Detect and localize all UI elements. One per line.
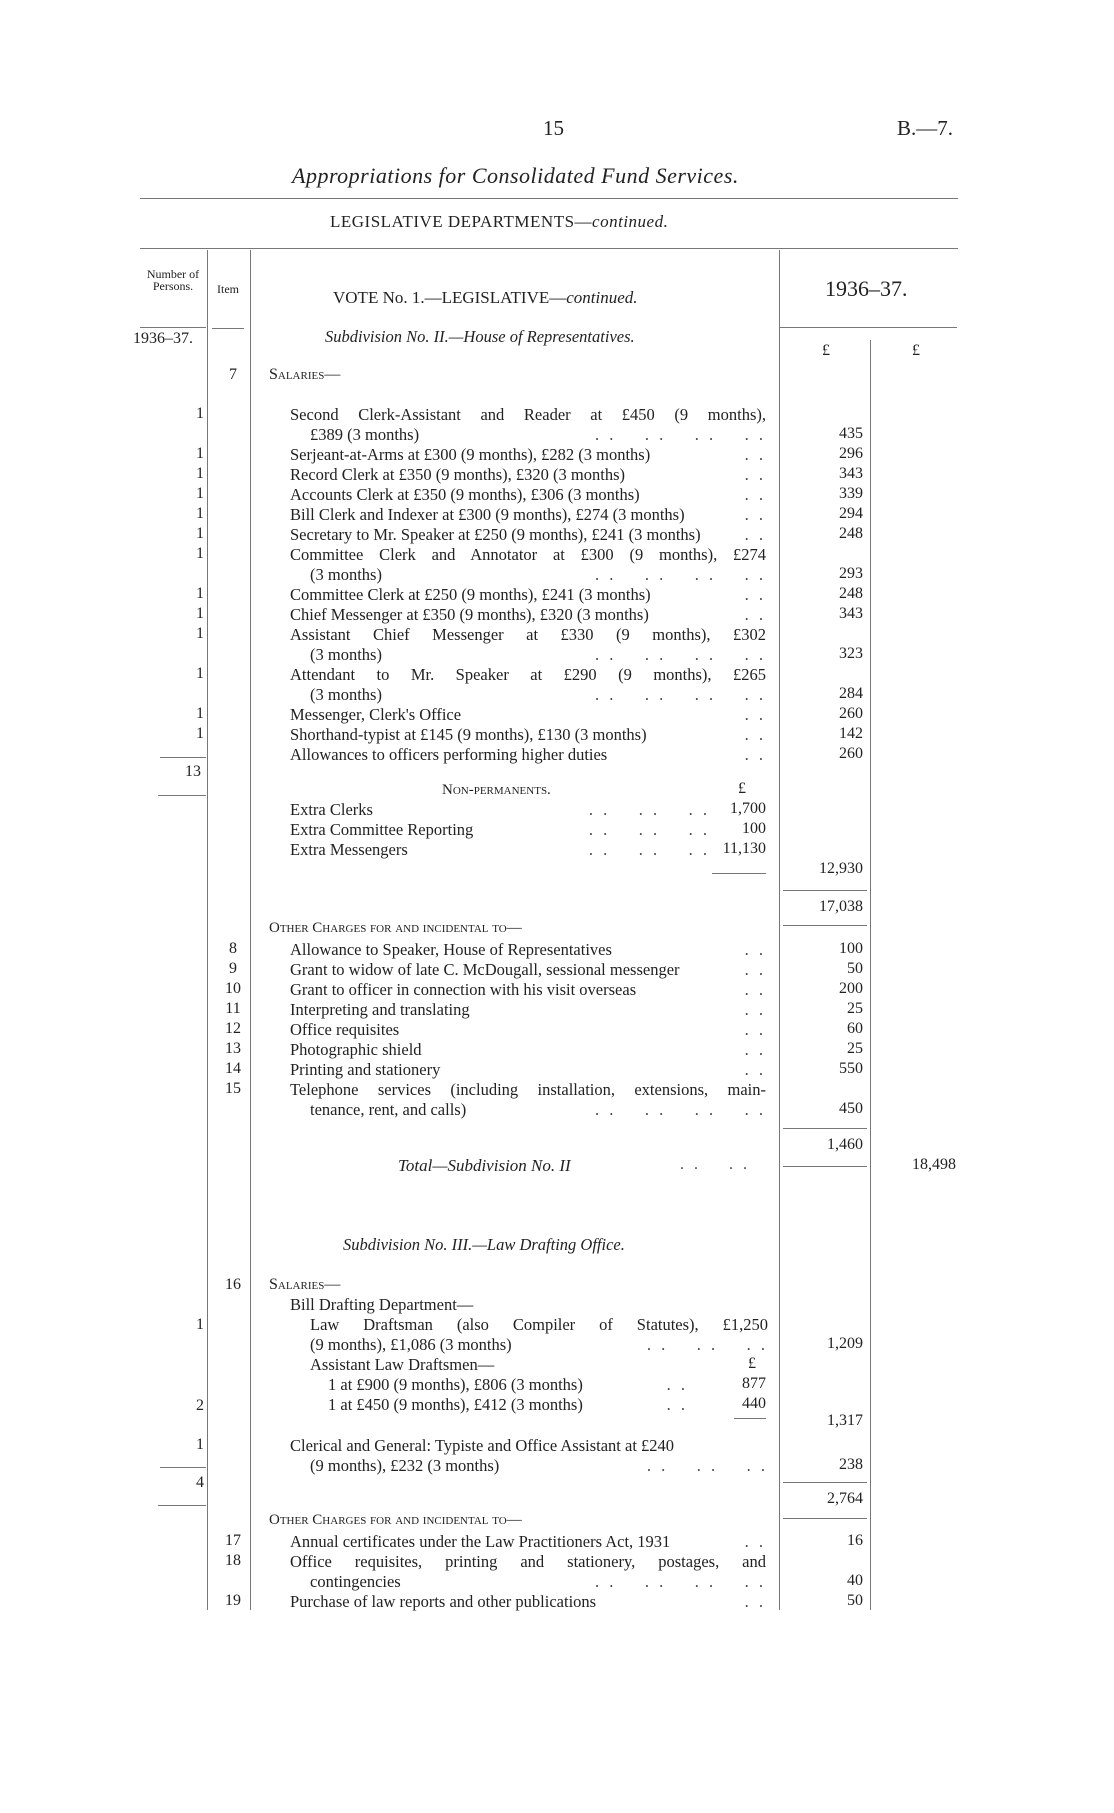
- total-subdivision-ii-amount: 18,498: [912, 1156, 956, 1173]
- salary-leader: . .: [744, 525, 766, 544]
- salaries-sub2-rule-2: [783, 925, 867, 926]
- other-amount: 50: [847, 1592, 863, 1609]
- salary-line: [290, 485, 766, 505]
- salary-line-text: Accounts Clerk at £350 (9 months), £306 (3 months): [290, 485, 640, 504]
- salary-line2-text: (3 months): [310, 685, 382, 704]
- amount-total-divider: [870, 340, 871, 1610]
- other-item-number: 19: [225, 1592, 241, 1609]
- nonperm-rule: [712, 873, 766, 874]
- salary-amount: 296: [839, 445, 863, 462]
- other-amount: 50: [847, 960, 863, 977]
- salary-persons: 1: [196, 485, 204, 502]
- assistant-leader: . .: [666, 1395, 688, 1414]
- salary-line: [290, 525, 766, 545]
- salary-line: Attendant to Mr. Speaker at £290 (9 months), £265: [290, 665, 766, 684]
- salary-leader: . .: [744, 585, 766, 604]
- salary-leader: . .: [744, 465, 766, 484]
- salary-line-text: Committee Clerk at £250 (9 months), £241 (3 months): [290, 585, 651, 604]
- section-heading: [330, 212, 668, 232]
- salary-line: Assistant Chief Messenger at £330 (9 months), £302: [290, 625, 766, 644]
- salaries-sub3-rule: [783, 1482, 867, 1483]
- salary-amount: 435: [839, 425, 863, 442]
- draftsman-leader: . . . . . .: [646, 1335, 768, 1354]
- other-leader: . .: [744, 960, 766, 979]
- other-label-text: Purchase of law reports and other publications: [290, 1592, 597, 1611]
- salary-line: [290, 465, 766, 485]
- assistant-amount: 877: [742, 1375, 766, 1392]
- other-label-2: [310, 1100, 766, 1120]
- salary-leader: . . . . . . . .: [595, 565, 766, 584]
- assistant-leader: . .: [666, 1375, 688, 1394]
- other-amount: 550: [839, 1060, 863, 1077]
- salary-line: [290, 745, 766, 765]
- salary-leader: . .: [744, 605, 766, 624]
- other-charges-heading-sub2: Other Charges for and incidental to—: [269, 920, 522, 936]
- nonpermanents-heading: Non-permanents.: [442, 782, 551, 798]
- salary-persons: 1: [196, 445, 204, 462]
- salary-amount: 142: [839, 725, 863, 742]
- year-right-header: 1936–37.: [825, 276, 908, 301]
- salary-amount: 343: [839, 605, 863, 622]
- salary-line: [290, 725, 766, 745]
- assistants-persons: 2: [196, 1397, 204, 1414]
- salary-amount: 284: [839, 685, 863, 702]
- year-left-header: 1936–37.: [133, 330, 193, 347]
- salary-persons: 1: [196, 585, 204, 602]
- salary-persons: 1: [196, 665, 204, 682]
- other-leader: . .: [744, 940, 766, 959]
- other-label: [290, 1060, 766, 1080]
- salary-leader: . .: [744, 725, 766, 744]
- salary-line: Second Clerk-Assistant and Reader at £450 (9 months),: [290, 405, 766, 424]
- salary-persons: 1: [196, 545, 204, 562]
- assistant-row: [328, 1375, 688, 1395]
- salary-leader: . .: [744, 445, 766, 464]
- salary-line-2: [310, 645, 766, 665]
- total-sub2-leader: . . . .: [680, 1156, 750, 1173]
- persons-sub3-rule-2: [158, 1505, 206, 1506]
- other-item-number: 9: [229, 960, 237, 977]
- title-rule: [140, 198, 958, 199]
- assistants-total: 1,317: [827, 1412, 863, 1429]
- document-reference: B.—7.: [897, 116, 954, 140]
- nonperm-leader: . . . . . .: [588, 820, 710, 839]
- nonperm-total: 12,930: [819, 860, 863, 877]
- pound-col1-header: £: [822, 342, 830, 359]
- item-header: Item: [217, 282, 239, 296]
- salary-line-text: Chief Messenger at £350 (9 months), £320 (3 months): [290, 605, 649, 624]
- salary-amount: 260: [839, 705, 863, 722]
- year-left-rule: [140, 327, 206, 328]
- page-number: 15: [543, 116, 564, 140]
- other-leader: . .: [744, 1060, 766, 1079]
- salary-line: [290, 605, 766, 625]
- draftsman-line1: Law Draftsman (also Compiler of Statutes), £1,250: [310, 1315, 768, 1334]
- salary-persons: 1: [196, 625, 204, 642]
- other-leader: . .: [744, 1592, 766, 1611]
- salary-amount: 248: [839, 525, 863, 542]
- nonperm-label: Extra Clerks: [290, 800, 373, 819]
- other-amount: 25: [847, 1040, 863, 1057]
- other-label2-text: contingencies: [310, 1572, 401, 1591]
- salary-amount: 339: [839, 485, 863, 502]
- salary-line2-text: £389 (3 months): [310, 425, 420, 444]
- salary-persons: 1: [196, 705, 204, 722]
- nonperm-amount: 100: [742, 820, 766, 837]
- other-leader: . . . . . . . .: [595, 1100, 766, 1119]
- other-item-number: 18: [225, 1552, 241, 1569]
- salary-line-2: [310, 685, 766, 705]
- subdivision-iii-heading: Subdivision No. III.—Law Drafting Office.: [343, 1235, 625, 1254]
- page-title: Appropriations for Consolidated Fund Services.: [292, 163, 739, 188]
- item-rule: [212, 328, 244, 329]
- clerical-line2: [310, 1456, 768, 1476]
- nonperm-label: Extra Committee Reporting: [290, 820, 474, 839]
- other-label-text: Interpreting and translating: [290, 1000, 470, 1019]
- salary-amount: 293: [839, 565, 863, 582]
- other-label-text: Photographic shield: [290, 1040, 422, 1059]
- assistants-rule: [734, 1418, 766, 1419]
- vote-heading-text: VOTE No. 1.—LEGISLATIVE—: [333, 288, 567, 307]
- draftsman-line2-text: (9 months), £1,086 (3 months): [310, 1335, 512, 1354]
- other-label: [290, 1040, 766, 1060]
- text-amount-divider: [779, 250, 780, 1610]
- salary-leader: . . . . . . . .: [595, 425, 766, 444]
- other-item-number: 13: [225, 1040, 241, 1057]
- other-leader: . .: [744, 1000, 766, 1019]
- salary-line2-text: (3 months): [310, 645, 382, 664]
- other-label: Office requisites, printing and stationery, postages, and: [290, 1552, 766, 1571]
- salary-leader: . .: [744, 705, 766, 724]
- other-label: [290, 1532, 766, 1552]
- salary-amount: 260: [839, 745, 863, 762]
- assistant-label: 1 at £900 (9 months), £806 (3 months): [328, 1375, 583, 1394]
- other-label: [290, 1000, 766, 1020]
- other-item-number: 11: [225, 1000, 241, 1017]
- salary-persons: 1: [196, 605, 204, 622]
- salary-line-text: Shorthand-typist at £145 (9 months), £130 (3 months): [290, 725, 647, 744]
- salaries-total-sub3: 2,764: [827, 1490, 863, 1507]
- other-amount: 40: [847, 1572, 863, 1589]
- salary-leader: . .: [744, 745, 766, 764]
- salary-line: [290, 585, 766, 605]
- other-item-number: 15: [225, 1080, 241, 1097]
- clerical-line1: Clerical and General: Typiste and Office Assistant at £240: [290, 1436, 675, 1455]
- salaries-heading: Salaries—: [269, 366, 341, 383]
- other-amount: 16: [847, 1532, 863, 1549]
- other-leader: . .: [744, 1020, 766, 1039]
- salary-line: [290, 445, 766, 465]
- persons-subtotal-rule: [160, 757, 206, 758]
- salary-line-2: [310, 565, 766, 585]
- salary-persons: 1: [196, 505, 204, 522]
- total-subdivision-ii-label: Total—Subdivision No. II: [398, 1156, 571, 1175]
- other-item-number: 8: [229, 940, 237, 957]
- nonperm-pound: £: [738, 780, 746, 797]
- salary-persons: 1: [196, 725, 204, 742]
- other-label2-text: tenance, rent, and calls): [310, 1100, 467, 1119]
- salary-amount: 323: [839, 645, 863, 662]
- table-top-rule: [140, 248, 958, 249]
- subdivision-ii-heading: Subdivision No. II.—House of Representatives.: [325, 327, 635, 346]
- other-label: Telephone services (including installation, extensions, main-: [290, 1080, 766, 1099]
- persons-sub3-rule: [160, 1467, 206, 1468]
- salary-leader: . .: [744, 485, 766, 504]
- clerical-persons: 1: [196, 1436, 204, 1453]
- salary-persons: 1: [196, 465, 204, 482]
- other-label-text: Office requisites: [290, 1020, 400, 1039]
- salary-line-2: [310, 425, 766, 445]
- assistant-label: 1 at £450 (9 months), £412 (3 months): [328, 1395, 583, 1414]
- draftsman-persons: 1: [196, 1316, 204, 1333]
- clerical-amount: 238: [839, 1456, 863, 1473]
- other-item-number: 12: [225, 1020, 241, 1037]
- other-label: [290, 1592, 766, 1612]
- salary-line-text: Bill Clerk and Indexer at £300 (9 months), £274 (3 months): [290, 505, 685, 524]
- salary-persons: 1: [196, 525, 204, 542]
- salary-amount: 294: [839, 505, 863, 522]
- salary-line: [290, 505, 766, 525]
- other-charges-heading-sub3: Other Charges for and incidental to—: [269, 1512, 522, 1528]
- assistant-draftsmen-label: Assistant Law Draftsmen—: [310, 1355, 495, 1374]
- other-amount: 60: [847, 1020, 863, 1037]
- other-label-text: Grant to officer in connection with his visit overseas: [290, 980, 637, 999]
- other-label: [290, 980, 766, 1000]
- salary-line-text: Messenger, Clerk's Office: [290, 705, 462, 724]
- pound-col2-header: £: [912, 342, 920, 359]
- nonperm-label: Extra Messengers: [290, 840, 408, 859]
- nonperm-amount: 11,130: [722, 840, 766, 857]
- other-sub2-rule-2: [783, 1166, 867, 1167]
- salary-line-text: Record Clerk at £350 (9 months), £320 (3 months): [290, 465, 625, 484]
- salary-leader: . . . . . . . .: [595, 645, 766, 664]
- clerical-leader: . . . . . .: [646, 1456, 768, 1475]
- salaries-sub3-rule-2: [783, 1518, 867, 1519]
- other-label: [290, 960, 766, 980]
- other-leader: . .: [744, 980, 766, 999]
- number-of-persons-header: Number of Persons.: [146, 267, 200, 293]
- salaries-sub2-rule: [783, 890, 867, 891]
- vote-heading-cont: continued.: [566, 288, 638, 307]
- item-text-divider: [250, 250, 251, 1610]
- year-right-rule: [779, 327, 957, 328]
- other-leader: . .: [744, 1040, 766, 1059]
- nonperm-row: [290, 840, 710, 860]
- nonperm-leader: . . . . . .: [588, 840, 710, 859]
- other-item-number: 17: [225, 1532, 241, 1549]
- item-7: 7: [229, 366, 237, 383]
- other-label-2: [310, 1572, 766, 1592]
- other-label-text: Annual certificates under the Law Practitioners Act, 1931: [290, 1532, 671, 1551]
- salary-line: Committee Clerk and Annotator at £300 (9 months), £274: [290, 545, 766, 564]
- nonperm-row: [290, 800, 710, 820]
- other-label: [290, 940, 766, 960]
- salary-line-text: Serjeant-at-Arms at £300 (9 months), £282 (3 months): [290, 445, 651, 464]
- other-amount: 200: [839, 980, 863, 997]
- other-leader: . .: [744, 1532, 766, 1551]
- other-amount: 100: [839, 940, 863, 957]
- salary-amount: 343: [839, 465, 863, 482]
- persons-total-sub3: 4: [196, 1474, 204, 1491]
- salary-line2-text: (3 months): [310, 565, 382, 584]
- salary-amount: 248: [839, 585, 863, 602]
- other-label-text: Allowance to Speaker, House of Representatives: [290, 940, 612, 959]
- nonperm-row: [290, 820, 710, 840]
- salary-persons: 1: [196, 405, 204, 422]
- salaries-heading-sub3: Salaries—: [269, 1276, 341, 1293]
- salaries-total-sub2: 17,038: [819, 898, 863, 915]
- other-amount: 450: [839, 1100, 863, 1117]
- other-item-number: 10: [225, 980, 241, 997]
- vote-heading: [333, 288, 638, 308]
- draftsman-line2: [310, 1335, 768, 1355]
- other-total-sub2: 1,460: [827, 1136, 863, 1153]
- bill-drafting-dept: Bill Drafting Department—: [290, 1295, 474, 1314]
- other-leader: . . . . . . . .: [595, 1572, 766, 1591]
- salary-line-text: Allowances to officers performing higher duties: [290, 745, 608, 764]
- nonperm-leader: . . . . . .: [588, 800, 710, 819]
- persons-total-sub2: 13: [185, 763, 201, 780]
- other-sub2-rule: [783, 1128, 867, 1129]
- salary-line-text: Secretary to Mr. Speaker at £250 (9 months), £241 (3 months): [290, 525, 701, 544]
- salary-leader: . .: [744, 505, 766, 524]
- other-label-text: Grant to widow of late C. McDougall, sessional messenger: [290, 960, 680, 979]
- nonperm-amount: 1,700: [730, 800, 766, 817]
- assistant-row: [328, 1395, 688, 1415]
- salary-leader: . . . . . . . .: [595, 685, 766, 704]
- other-item-number: 14: [225, 1060, 241, 1077]
- section-heading-cont: continued.: [592, 212, 669, 231]
- assistant-amount: 440: [742, 1395, 766, 1412]
- persons-total-rule: [158, 795, 206, 796]
- other-label: [290, 1020, 766, 1040]
- section-heading-text: LEGISLATIVE DEPARTMENTS—: [330, 212, 593, 231]
- other-amount: 25: [847, 1000, 863, 1017]
- item-16: 16: [225, 1276, 241, 1293]
- other-label-text: Printing and stationery: [290, 1060, 441, 1079]
- assistants-pound: £: [748, 1355, 756, 1372]
- salary-line: [290, 705, 766, 725]
- clerical-line2-text: (9 months), £232 (3 months): [310, 1456, 500, 1475]
- draftsman-amount: 1,209: [827, 1335, 863, 1352]
